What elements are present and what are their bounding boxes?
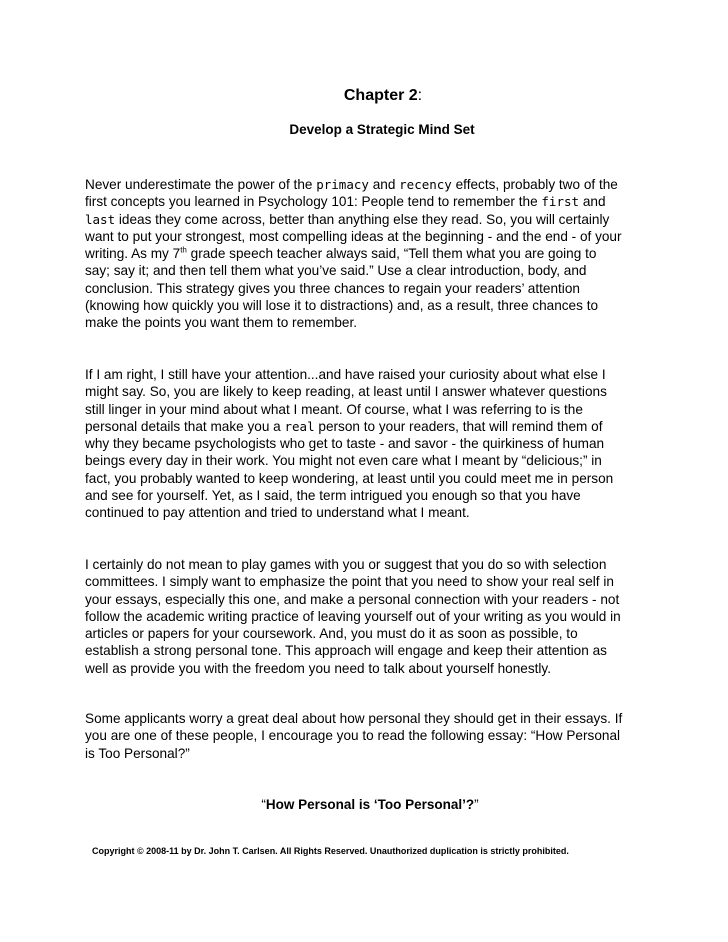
p1-text-4: and: [579, 194, 606, 210]
paragraph-attention: [85, 366, 625, 522]
term-last: last: [85, 211, 116, 227]
chapter-subtitle: [0, 121, 728, 139]
term-first: first: [541, 194, 580, 210]
p1-text-6: grade speech teacher always said, “Tell them what you are going to say; say it; and then tell them what you’ve said.” Use a clear introduction, body, and conclusion. This strategy gives you three chances to regain your readers’ attention (knowing how quickly you will lose it to distractions) and, as a result, three chances to make the points you want them to remember.: [85, 246, 599, 331]
ordinal-superscript: th: [180, 245, 187, 255]
paragraph-real-self: I certainly do not mean to play games with you or suggest that you do so with selection committees. I simply want to emphasize the point that you need to show your real self in your essays, especially this one, and make a personal connection with your readers - not follow the academic writing practice of leaving yourself out of your writing as you would in articles or papers for your coursework. And, you must do it as soon as possible, to establish a strong personal tone. This approach will engage and keep their attention as well as provide you with the freedom you need to talk about yourself honestly.: [85, 557, 621, 676]
essay-open-quote: “: [261, 797, 266, 812]
p1-text-1: Never underestimate the power of the: [85, 177, 317, 192]
p2-text-2: person to your readers, that will remind them of why they became psychologists who get to taste - and savor - the quirkiness of human beings every day in their work. You might not even care what I meant by “delicious;” in fact, you probably wanted to keep wondering, at least until you could meet me in person and see for yourself. Yet, as I said, the term intrigued you enough so that you have continued to pay attention and tried to understand what I meant.: [85, 418, 614, 521]
essay-title: [0, 796, 728, 814]
chapter-colon: :: [417, 87, 423, 104]
term-real: real: [284, 418, 315, 434]
chapter-label: Chapter 2: [343, 87, 418, 104]
chapter-title: [0, 86, 728, 106]
essay-close-quote: ”: [474, 797, 479, 812]
p2-text-1: If I am right, I still have your attention...and have raised your curiosity about what else I might say. So, you are likely to keep reading, at least until I answer whatever questions still linger in your mind about what I meant. Of course, what I was referring to is the personal details that make you a: [85, 367, 607, 434]
term-primacy: primacy: [316, 177, 369, 192]
term-recency: recency: [399, 177, 452, 192]
p1-text-5: ideas they come across, better than anything else they read. So, you will certainly want to put your strongest, most compelling ideas at the beginning - and the end - of your writing. As my 7: [85, 211, 622, 262]
p1-text-3: effects, probably two of the first concepts you learned in Psychology 101: People tend to remember the: [85, 177, 618, 210]
p1-text-2: and: [368, 177, 400, 192]
paragraph-primacy-recency: [85, 176, 625, 332]
essay-title-text: How Personal is ‘Too Personal’?: [265, 797, 475, 812]
chapter-subtitle-text: Develop a Strategic Mind Set: [289, 122, 475, 137]
copyright-notice: Copyright © 2008-11 by Dr. John T. Carlsen. All Rights Reserved. Unauthorized duplication is strictly prohibited.: [92, 846, 569, 856]
paragraph-how-personal: Some applicants worry a great deal about how personal they should get in their essays. If you are one of these people, I encourage you to read the following essay: “How Personal is Too Personal?”: [85, 711, 623, 761]
